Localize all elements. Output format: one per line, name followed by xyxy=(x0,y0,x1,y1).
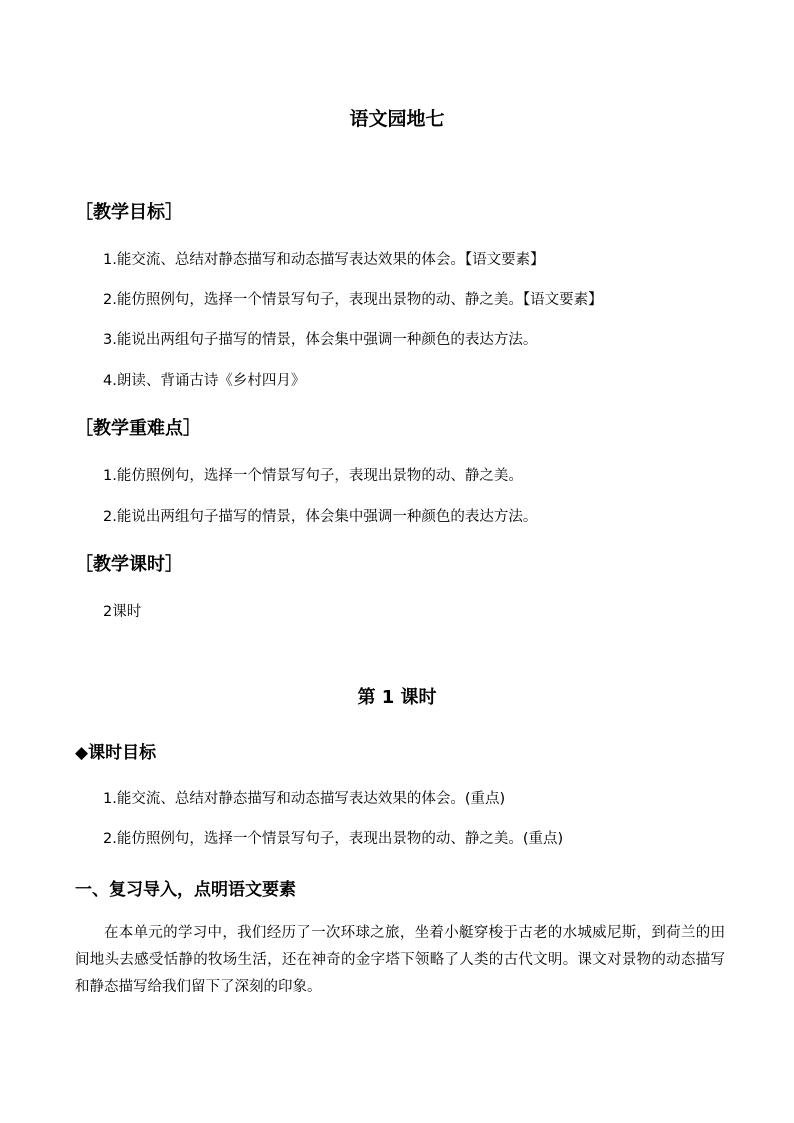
goal-item-4: 4.朗读、背诵古诗《乡村四月》 xyxy=(103,373,306,389)
class-hours-value: 2课时 xyxy=(103,604,142,620)
key-point-item-2: 2.能说出两组句子描写的情景，体会集中强调一种颜色的表达方法。 xyxy=(103,509,538,525)
section-heading-teaching-goals: ［教学目标］ xyxy=(75,202,183,223)
key-point-item-1: 1.能仿照例句，选择一个情景写句子，表现出景物的动、静之美。 xyxy=(103,468,523,484)
lesson-title: 第 1 课时 xyxy=(357,687,437,708)
goal-item-3: 3.能说出两组句子描写的情景，体会集中强调一种颜色的表达方法。 xyxy=(103,332,538,348)
lesson-goal-item-2: 2.能仿照例句，选择一个情景写句子，表现出景物的动、静之美。(重点) xyxy=(103,831,564,847)
goal-item-1: 1.能交流、总结对静态描写和动态描写表达效果的体会。【语文要素】 xyxy=(103,252,545,268)
lesson-goals-heading: ◆课时目标 xyxy=(75,743,157,763)
section-heading-class-hours: ［教学课时］ xyxy=(75,554,183,575)
lesson-goal-item-1: 1.能交流、总结对静态描写和动态描写表达效果的体会。(重点) xyxy=(103,791,506,807)
section-heading-key-points: ［教学重难点］ xyxy=(75,418,201,439)
intro-paragraph: 在本单元的学习中，我们经历了一次环球之旅，坐着小艇穿梭于古老的水城威尼斯，到荷兰的田间地头去感受恬静的牧场生活，还在神奇的金字塔下领略了人类的古代文明。课文对景物的动态描写和静态描写给我们留下了深刻的印象。 xyxy=(75,925,725,995)
goal-item-2: 2.能仿照例句，选择一个情景写句子，表现出景物的动、静之美。【语文要素】 xyxy=(103,292,603,308)
part-heading-review: 一、复习导入，点明语文要素 xyxy=(75,880,296,900)
page-title: 语文园地七 xyxy=(349,108,445,130)
